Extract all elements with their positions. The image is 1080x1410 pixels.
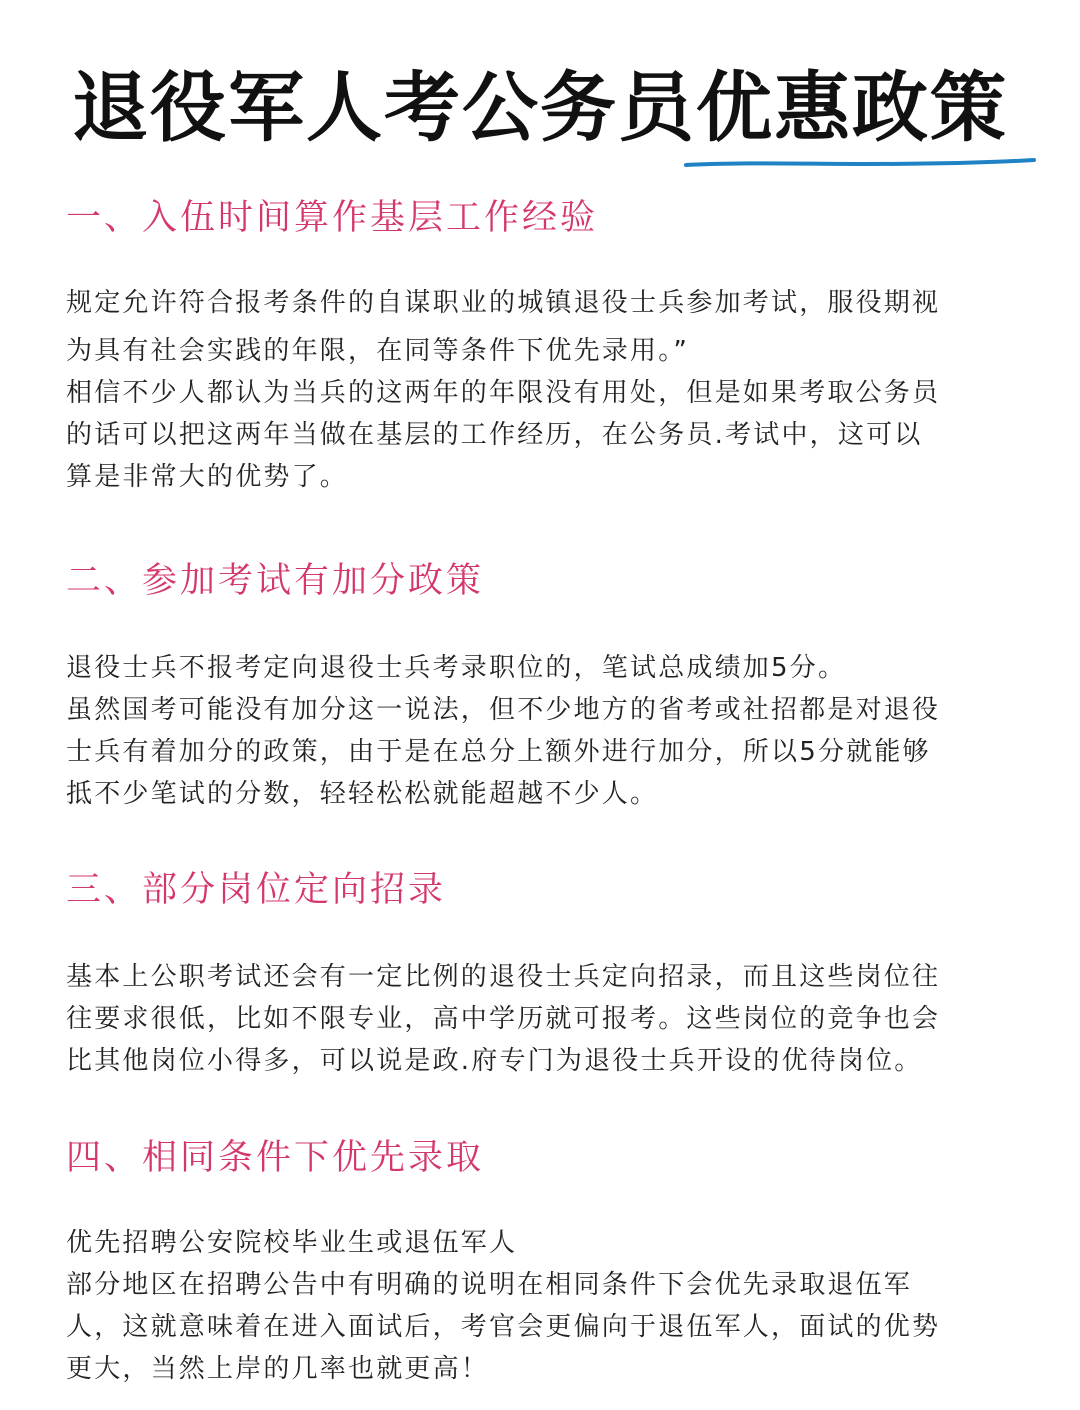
body-line: 比其他岗位小得多，可以说是政.府专门为退役士兵开设的优待岗位。 bbox=[66, 1046, 923, 1076]
section-body bbox=[66, 647, 1026, 815]
body-line: 人，这就意味着在进入面试后，考官会更偏向于退伍军人，面试的优势 bbox=[66, 1312, 941, 1342]
section-body bbox=[66, 1222, 1026, 1390]
title-block bbox=[0, 58, 1080, 168]
body-line: 为具有社会实践的年限，在同等条件下优先录用。” bbox=[66, 336, 690, 366]
section-heading: 一、入伍时间算作基层工作经验 bbox=[66, 198, 599, 238]
body-line: 算是非常大的优势了。 bbox=[66, 462, 349, 492]
body-line: 往要求很低，比如不限专业，高中学历就可报考。这些岗位的竞争也会 bbox=[66, 1004, 941, 1034]
section-heading: 二、参加考试有加分政策 bbox=[66, 561, 485, 601]
body-line: 的话可以把这两年当做在基层的工作经历，在公务员.考试中，这可以 bbox=[66, 420, 923, 450]
title-underline bbox=[684, 156, 1036, 172]
body-line: 士兵有着加分的政策，由于是在总分上额外进行加分，所以5分就能够 bbox=[66, 737, 931, 767]
body-line: 更大，当然上岸的几率也就更高！ bbox=[66, 1354, 490, 1384]
section-heading: 四、相同条件下优先录取 bbox=[66, 1138, 485, 1178]
body-line: 虽然国考可能没有加分这一说法，但不少地方的省考或社招都是对退役 bbox=[66, 695, 941, 725]
body-line: 优先招聘公安院校毕业生或退伍军人 bbox=[66, 1228, 518, 1258]
section-1 bbox=[66, 194, 1026, 498]
section-body bbox=[66, 282, 1026, 498]
body-line: 部分地区在招聘公告中有明确的说明在相同条件下会优先录取退伍军 bbox=[66, 1270, 913, 1300]
page-title: 退役军人考公务员优惠政策 bbox=[72, 63, 1008, 152]
body-line: 规定允许符合报考条件的自谋职业的城镇退役士兵参加考试，服役期视 bbox=[66, 288, 941, 318]
body-line: 抵不少笔试的分数，轻轻松松就能超越不少人。 bbox=[66, 779, 659, 809]
body-line: 相信不少人都认为当兵的这两年的年限没有用处，但是如果考取公务员 bbox=[66, 378, 941, 408]
section-4 bbox=[66, 1134, 1026, 1390]
body-line: 退役士兵不报考定向退役士兵考录职位的，笔试总成绩加5分。 bbox=[66, 653, 847, 683]
body-line: 基本上公职考试还会有一定比例的退役士兵定向招录，而且这些岗位往 bbox=[66, 962, 941, 992]
section-3 bbox=[66, 866, 1026, 1082]
section-2 bbox=[66, 557, 1026, 815]
section-body bbox=[66, 956, 1026, 1082]
section-heading: 三、部分岗位定向招录 bbox=[66, 870, 447, 910]
title-underline-stroke bbox=[686, 160, 1034, 165]
